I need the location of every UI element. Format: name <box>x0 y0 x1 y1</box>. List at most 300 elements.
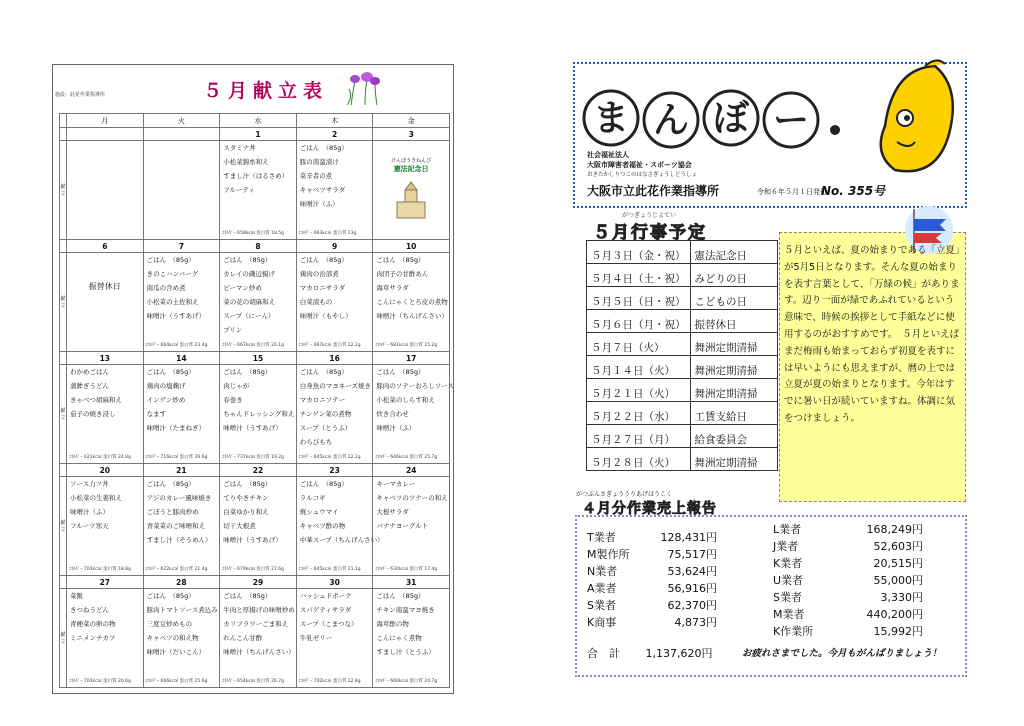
date-row <box>60 464 450 477</box>
side-label: 献立 <box>60 253 67 352</box>
sales-value: 75,517円 <box>667 548 717 561</box>
sales-row <box>587 546 717 562</box>
menu-day-cell <box>220 365 297 464</box>
menu-item: れんこん甘酢 <box>223 634 263 642</box>
menu-item: ピーマン炒め <box>223 284 262 292</box>
side-cell <box>60 128 67 141</box>
schedule-event: 給食委員会 <box>690 425 778 448</box>
menu-item: マカロニサラダ <box>299 284 346 292</box>
date-cell: 7 <box>143 240 220 253</box>
menu-item: 三度豆炒めもの <box>146 620 193 628</box>
menu-item: ごはん （85g） <box>376 256 425 264</box>
nutrition-info: ｴﾈﾙｷﾞｰ 645kcal 蛋白質 21.1g <box>298 567 361 572</box>
menu-item: ごはん （85g） <box>146 256 195 264</box>
schedule-row <box>587 310 778 333</box>
menu-item: 味噌汁（ちんげんさい） <box>376 312 448 320</box>
holiday-reading: けんぽうきねんび <box>391 158 432 164</box>
schedule-event: こどもの日 <box>690 287 778 310</box>
may-article <box>779 232 966 502</box>
menu-item: 白菜ゆかり和え <box>223 508 269 516</box>
menu-row <box>60 141 450 240</box>
menu-item: チンゲン菜の煮物 <box>299 410 352 418</box>
menu-item: カリフラワーごま和え <box>223 620 289 628</box>
menu-item: すまし汁（そうめん） <box>146 536 212 544</box>
sales-name: K作業所 <box>773 625 814 638</box>
sales-value: 168,249円 <box>866 523 923 536</box>
schedule-event: 舞洲定期清掃 <box>690 379 778 402</box>
sales-row <box>587 597 717 613</box>
weekday-mon: 月 <box>67 114 144 128</box>
menu-table <box>59 113 454 688</box>
menu-body <box>60 128 454 688</box>
date-cell <box>143 128 220 141</box>
schedule-row <box>587 241 778 264</box>
menu-day-cell <box>143 477 220 576</box>
schedule-date: ５月２８日（火） <box>587 448 691 471</box>
article-text: ５月といえば、夏の始まりである「立夏」が5月5日となります。そんな夏の始まりを表す言葉として、「万緑の候」があります。辺り一面が緑であふれているという意味で、時候の挨拶として手紙などに使用するのがおすすめです。 ５月といえばまだ梅雨も始まっておらず初夏を表すには早いようにも思えますが、暦の上では立夏が夏の始まりとなります。今年はすでに暑い日が続いていますね。体調に気をつけましょう。 <box>784 245 960 424</box>
schedule-date: ５月３日（金・祝） <box>587 241 691 264</box>
menu-item: きのこハンバーグ <box>146 270 199 278</box>
schedule-row <box>587 448 778 471</box>
diet-building-illustration <box>391 180 431 220</box>
menu-item: キャベツの和え物 <box>146 634 199 642</box>
menu-item: キャベツサラダ <box>299 186 346 194</box>
schedule-event: みどりの日 <box>690 264 778 287</box>
menu-office: 施設：此花作業指導所 <box>55 92 106 98</box>
date-cell: 24 <box>373 464 450 477</box>
weekday-fri: 金 <box>373 114 450 128</box>
nutrition-info: ｴﾈﾙｷﾞｰ 704kcal 蛋白質 20.6g <box>69 679 131 684</box>
menu-item: 味噌汁（うすあげ） <box>146 312 206 320</box>
menu-item: 鶏肉の塩麹げ <box>146 382 186 390</box>
menu-item: 小松菜の土佐和え <box>146 298 199 306</box>
association-block <box>587 150 697 180</box>
schedule-date: ５月２２日（水） <box>587 402 691 425</box>
masthead <box>583 84 883 154</box>
schedule-event: 舞洲定期清掃 <box>690 356 778 379</box>
closing-message: お疲れさまでした。今月もがんばりましょう！ <box>742 648 942 659</box>
menu-day-cell <box>296 477 384 576</box>
date-cell: 21 <box>143 464 220 477</box>
date-cell: 2 <box>296 128 373 141</box>
menu-item: 炊き合わせ <box>376 410 409 418</box>
nutrition-info: ｴﾈﾙｷﾞｰ 716kcal 蛋白質 26.6g <box>145 455 208 460</box>
office-name: 大阪市立此花作業指導所 <box>587 184 720 198</box>
sales-name: A業者 <box>587 582 617 595</box>
schedule-event: 舞洲定期清掃 <box>690 333 778 356</box>
menu-day-cell <box>143 141 220 240</box>
menu-item: ごはん （85g） <box>223 368 272 376</box>
holiday-name: 振替休日 <box>88 282 121 291</box>
side-cell <box>60 240 67 253</box>
menu-day-cell <box>373 365 454 464</box>
menu-item: 鶏肉の治部煮 <box>299 270 339 278</box>
schedule-event: 振替休日 <box>690 310 778 333</box>
menu-item: 味噌汁（たまねぎ） <box>146 424 206 432</box>
menu-item: こんにゃくとろ皮の煮物 <box>376 298 448 306</box>
sales-total <box>587 645 712 661</box>
date-cell: 8 <box>220 240 297 253</box>
menu-item: 青梗菜の卵の物 <box>70 620 116 628</box>
menu-item: ごはん （85g） <box>299 368 348 376</box>
date-cell: 22 <box>220 464 297 477</box>
menu-item: ラルコギ <box>299 494 326 502</box>
menu-item: 味噌汁（だいこん） <box>146 648 206 656</box>
menu-item: カレイの磯辺揚げ <box>223 270 275 278</box>
schedule-ruby: がつぎょうじよてい <box>622 212 677 219</box>
menu-row <box>60 365 450 464</box>
total-value: 1,137,620円 <box>645 647 713 660</box>
menu-item: 豚肉トマトソース煮込み <box>146 606 218 614</box>
menu-item: ごはん （85g） <box>299 144 348 152</box>
schedule-event: 工賃支給日 <box>690 402 778 425</box>
holiday-name: 憲法記念日 <box>393 165 429 173</box>
menu-item: 小松菜錦糸和え <box>223 158 269 166</box>
menu-item: ごはん （85g） <box>146 592 195 600</box>
menu-item: 蒲鉾ぎうどん <box>70 382 109 390</box>
menu-item: プリン <box>223 326 243 334</box>
menu-day-cell <box>67 141 144 240</box>
menu-item: スパゲティサラダ <box>299 606 352 614</box>
side-label: 献立 <box>60 477 67 576</box>
menu-item: 小松菜のしらす和え <box>376 396 435 404</box>
menu-item: てりやきチキン <box>223 494 269 502</box>
sales-value: 53,624円 <box>667 565 717 578</box>
schedule-row <box>587 264 778 287</box>
menu-day-cell <box>373 589 450 688</box>
menu-item: 味噌汁（ふ） <box>70 508 109 516</box>
nutrition-info: ｴﾈﾙｷﾞｰ 702kcal 蛋白質 22.8g <box>298 679 361 684</box>
menu-item: 味噌汁（ちんげんさい） <box>223 648 295 656</box>
sunfish-mascot <box>865 58 961 186</box>
sales-name: L業者 <box>773 523 802 536</box>
date-cell: 29 <box>220 576 297 589</box>
schedule-date: ５月２１日（火） <box>587 379 691 402</box>
menu-item: 菜の花の胡麻和え <box>223 298 276 306</box>
side-cell <box>60 352 67 365</box>
menu-day-cell <box>143 589 220 688</box>
menu-day-cell <box>373 141 450 240</box>
nutrition-info: ｴﾈﾙｷﾞｰ 660kcal 蛋白質 24.7g <box>375 679 438 684</box>
nutrition-info: ｴﾈﾙｷﾞｰ 663kcal 蛋白質 23g <box>298 231 357 236</box>
iris-flowers-illustration <box>343 71 385 107</box>
side-cell <box>60 576 67 589</box>
menu-item: 菜辛者の煮 <box>299 172 333 180</box>
date-cell: 27 <box>67 576 144 589</box>
menu-item: 海草サラダ <box>376 284 409 292</box>
menu-item: フルーティ <box>223 186 255 194</box>
schedule-date: ５月４日（土・祝） <box>587 264 691 287</box>
date-row <box>60 240 450 253</box>
sales-name: T業者 <box>587 531 616 544</box>
sales-name: J業者 <box>773 540 799 553</box>
side-label: 献立 <box>60 589 67 688</box>
sales-row <box>587 580 717 596</box>
menu-item: ごはん （85g） <box>299 480 348 488</box>
schedule-event: 舞洲定期清掃 <box>690 448 778 471</box>
sales-name: K商事 <box>587 616 617 629</box>
menu-sheet <box>52 64 454 694</box>
menu-item: 豚の南蛮漬け <box>299 158 339 166</box>
nutrition-info: ｴﾈﾙｷﾞｰ 630kcal 蛋白質 17.4g <box>375 567 438 572</box>
sales-value: 20,515円 <box>873 557 923 570</box>
schedule-date: ５月６日（月・祝） <box>587 310 691 333</box>
schedule-row <box>587 333 778 356</box>
nutrition-info: ｴﾈﾙｷﾞｰ 621kcal 蛋白質 24.8g <box>69 455 131 460</box>
menu-item: スタミナ丼 <box>223 144 256 152</box>
office-reading: おきたかしりつこのはなさぎょうしどうしょ <box>587 172 698 178</box>
menu-item: わかめごはん <box>70 368 109 376</box>
schedule-date: ５月７日（火） <box>587 333 691 356</box>
menu-day-cell <box>296 365 373 464</box>
date-cell: 10 <box>373 240 450 253</box>
menu-item: 味噌汁（もやし） <box>299 312 352 320</box>
schedule-row <box>587 425 778 448</box>
weekday-tue: 火 <box>143 114 220 128</box>
side-cell <box>60 464 67 477</box>
menu-item: ごはん （85g） <box>376 368 425 376</box>
nutrition-info: ｴﾈﾙｷﾞｰ 681kcal 蛋白質 15.2g <box>375 343 438 348</box>
sales-report <box>575 515 967 677</box>
sales-value: 56,916円 <box>667 582 717 595</box>
menu-item: ごはん （85g） <box>146 368 195 376</box>
menu-item: 豚肉のソテーおろしソース <box>376 382 454 390</box>
menu-item: 牛乳ゼリー <box>299 634 333 642</box>
menu-row <box>60 589 450 688</box>
date-row <box>60 576 450 589</box>
menu-item: 春巻き <box>223 396 243 404</box>
date-cell: 14 <box>143 352 220 365</box>
menu-item: 白身魚のマヨネーズ焼き <box>299 382 371 390</box>
sales-value: 3,330円 <box>880 591 923 604</box>
masthead-char: ま <box>592 98 630 139</box>
date-cell: 13 <box>67 352 144 365</box>
nutrition-info: ｴﾈﾙｷﾞｰ 666kcal 蛋白質 25.6g <box>145 679 208 684</box>
side-label: 献立 <box>60 365 67 464</box>
date-cell: 17 <box>373 352 450 365</box>
menu-item: ごはん （85g） <box>223 592 272 600</box>
menu-item: ごぼうと豚肉炒め <box>146 508 199 516</box>
nutrition-info: ｴﾈﾙｷﾞｰ 737kcal 蛋白質 19.2g <box>222 455 285 460</box>
schedule-row <box>587 356 778 379</box>
nutrition-info: ｴﾈﾙｷﾞｰ 664kcal 蛋白質 23.4g <box>145 343 208 348</box>
masthead-char: ー <box>772 100 810 141</box>
menu-item: キャベツのツナーの和え <box>376 494 448 502</box>
schedule-date: ５月１４日（火） <box>587 356 691 379</box>
sales-value: 15,992円 <box>873 625 923 638</box>
menu-day-cell <box>67 365 144 464</box>
menu-item: キャベツ酢の物 <box>299 522 346 530</box>
menu-item: わらびもち <box>299 438 333 446</box>
sales-value: 128,431円 <box>660 531 717 544</box>
date-cell: 9 <box>296 240 373 253</box>
menu-item: フルーツ寒天 <box>70 522 109 530</box>
schedule-row <box>587 379 778 402</box>
date-cell: 31 <box>373 576 450 589</box>
sales-row <box>773 521 923 537</box>
menu-item: すまし汁（はるさめ） <box>223 172 289 180</box>
weekday-thu: 木 <box>296 114 373 128</box>
menu-item: 中華スープ（ちんげんさい） <box>299 536 384 544</box>
menu-item: スープ（とうふ） <box>299 424 352 432</box>
masthead-char: ぼ <box>712 98 750 139</box>
menu-day-cell <box>373 477 450 576</box>
date-cell: 23 <box>296 464 373 477</box>
menu-item: バナナヨーグルト <box>376 522 429 530</box>
schedule-row <box>587 287 778 310</box>
date-row <box>60 352 450 365</box>
menu-item: 青菜菜のご味噌和え <box>146 522 206 530</box>
corner-cell <box>60 114 67 128</box>
menu-item: 大根サラダ <box>376 508 409 516</box>
sales-row <box>773 572 923 588</box>
sales-row <box>587 563 717 579</box>
menu-item: ミニメンチカツ <box>70 634 116 642</box>
weekday-wed: 水 <box>220 114 297 128</box>
menu-item: ごはん （85g） <box>376 592 425 600</box>
date-cell: 1 <box>220 128 297 141</box>
menu-item: 肉団子の甘酢あん <box>376 270 429 278</box>
menu-item: こんにゃく煮物 <box>376 634 422 642</box>
nutrition-info: ｴﾈﾙｷﾞｰ 622kcal 蛋白質 21.4g <box>145 567 208 572</box>
sales-row <box>773 538 923 554</box>
sales-name: N業者 <box>587 565 618 578</box>
menu-item: ソース力ツ丼 <box>70 480 109 488</box>
menu-day-cell <box>143 365 220 464</box>
sales-name: S業者 <box>587 599 616 612</box>
sales-value: 52,603円 <box>873 540 923 553</box>
nutrition-info: ｴﾈﾙｷﾞｰ 646kcal 蛋白質 25.7g <box>375 455 438 460</box>
menu-item: マカロニソテー <box>299 396 346 404</box>
menu-day-cell <box>220 141 297 240</box>
sales-name: U業者 <box>773 574 804 587</box>
nutrition-info: ｴﾈﾙｷﾞｰ 645kcal 蛋白質 22.2g <box>298 455 361 460</box>
menu-day-cell <box>67 589 144 688</box>
schedule-event: 憲法記念日 <box>690 241 778 264</box>
sales-value: 440,200円 <box>866 608 923 621</box>
menu-row <box>60 253 450 352</box>
date-cell: 16 <box>296 352 373 365</box>
menu-item: ハッシュドポーク <box>299 592 352 600</box>
menu-item: ごはん （85g） <box>223 256 272 264</box>
nutrition-info: ｴﾈﾙｷﾞｰ 667kcal 蛋白質 20.1g <box>222 343 285 348</box>
sales-value: 55,000円 <box>873 574 923 587</box>
date-row <box>60 128 450 141</box>
menu-day-cell <box>220 477 297 576</box>
date-cell: 3 <box>373 128 450 141</box>
issue-date: 令和６年５月１日発行 <box>757 188 827 196</box>
menu-item: 牛肉と厚揚げの味噌炒め <box>223 606 295 614</box>
nutrition-info: ｴﾈﾙｷﾞｰ 679kcal 蛋白質 27.6g <box>222 567 285 572</box>
menu-item: ごはん （85g） <box>146 480 195 488</box>
menu-item: きつねうどん <box>70 606 109 614</box>
weekday-header-row <box>60 114 450 128</box>
menu-item: キーマカレー <box>376 480 416 488</box>
menu-item: 焼シュウマイ <box>299 508 339 516</box>
masthead-char: ん <box>652 100 690 141</box>
menu-item: 白菜漬もの <box>299 298 333 306</box>
sales-value: 4,873円 <box>674 616 717 629</box>
menu-item: アジのカレー風味焼き <box>146 494 212 502</box>
menu-item: ごはん （85g） <box>223 480 272 488</box>
menu-item: スープ（にーん） <box>223 312 275 320</box>
menu-item: 小松菜の生姜和え <box>70 494 122 502</box>
date-cell <box>67 128 144 141</box>
menu-title: ５月献立表 <box>203 80 329 102</box>
date-cell: 20 <box>67 464 144 477</box>
schedule-date: ５月２７日（月） <box>587 425 691 448</box>
date-cell: 28 <box>143 576 220 589</box>
menu-item: なます <box>146 410 167 418</box>
sales-row <box>773 623 923 639</box>
nutrition-info: ｴﾈﾙｷﾞｰ 658kcal 蛋白質 18.5g <box>222 231 285 236</box>
date-cell: 6 <box>67 240 144 253</box>
menu-item: 茄子の焼き浸し <box>70 410 116 418</box>
menu-item: 味噌汁（ふ） <box>376 424 416 432</box>
menu-item: ごはん （85g） <box>299 256 348 264</box>
newsletter-header <box>573 62 967 208</box>
menu-day-cell <box>296 141 373 240</box>
sales-row <box>773 606 923 622</box>
sales-name: M業者 <box>773 608 805 621</box>
menu-item: 南瓜の含め煮 <box>146 284 186 292</box>
menu-item: スープ（こまつな） <box>299 620 358 628</box>
schedule-table <box>586 240 778 471</box>
sales-row <box>773 589 923 605</box>
menu-item: すまし汁（とうふ） <box>376 648 435 656</box>
sales-title: ４月分作業売上報告 <box>582 501 717 517</box>
menu-day-cell <box>67 477 144 576</box>
menu-day-cell <box>220 589 297 688</box>
menu-day-cell <box>220 253 297 352</box>
menu-day-cell <box>373 253 450 352</box>
sales-value: 62,370円 <box>667 599 717 612</box>
menu-item: ちゃんドレッシング和え <box>223 410 295 418</box>
menu-day-cell <box>296 589 373 688</box>
menu-day-cell <box>296 253 373 352</box>
org-type: 社会福祉法人 <box>587 151 629 159</box>
schedule-title: ５月行事予定 <box>593 223 707 243</box>
menu-item: 味噌汁（うすあげ） <box>223 424 282 432</box>
menu-item: きゃべつ胡麻和え <box>70 396 122 404</box>
total-label: 合 計 <box>587 647 620 660</box>
sales-row <box>587 529 717 545</box>
sales-name: M製作所 <box>587 548 630 561</box>
menu-day-cell <box>67 253 144 352</box>
date-cell: 30 <box>296 576 373 589</box>
menu-item: 味噌汁（ふ） <box>299 200 339 208</box>
sales-row <box>773 555 923 571</box>
nutrition-info: ｴﾈﾙｷﾞｰ 654kcal 蛋白質 26.7g <box>222 679 285 684</box>
association-name: 大阪市障害者福祉・スポーツ協会 <box>587 161 692 169</box>
menu-item: 肉じゃが <box>223 382 250 390</box>
nutrition-info: ｴﾈﾙｷﾞｰ 704kcal 蛋白質 18.8g <box>69 567 131 572</box>
date-cell: 15 <box>220 352 297 365</box>
sales-name: S業者 <box>773 591 802 604</box>
schedule-row <box>587 402 778 425</box>
menu-item: 海草酢の物 <box>376 620 409 628</box>
menu-item: インゲン炒め <box>146 396 186 404</box>
menu-item: 菜飯 <box>70 592 83 600</box>
issue-number: No. 355号 <box>821 184 886 198</box>
schedule-date: ５月５日（日・祝） <box>587 287 691 310</box>
sales-name: K業者 <box>773 557 803 570</box>
side-label: 献立 <box>60 141 67 240</box>
sales-row <box>587 614 717 630</box>
nutrition-info: ｴﾈﾙｷﾞｰ 667kcal 蛋白質 22.2g <box>298 343 361 348</box>
sales-ruby: がつぶんさぎょううりあげほうこく <box>576 491 673 498</box>
menu-item: 切干大根煮 <box>223 522 256 530</box>
